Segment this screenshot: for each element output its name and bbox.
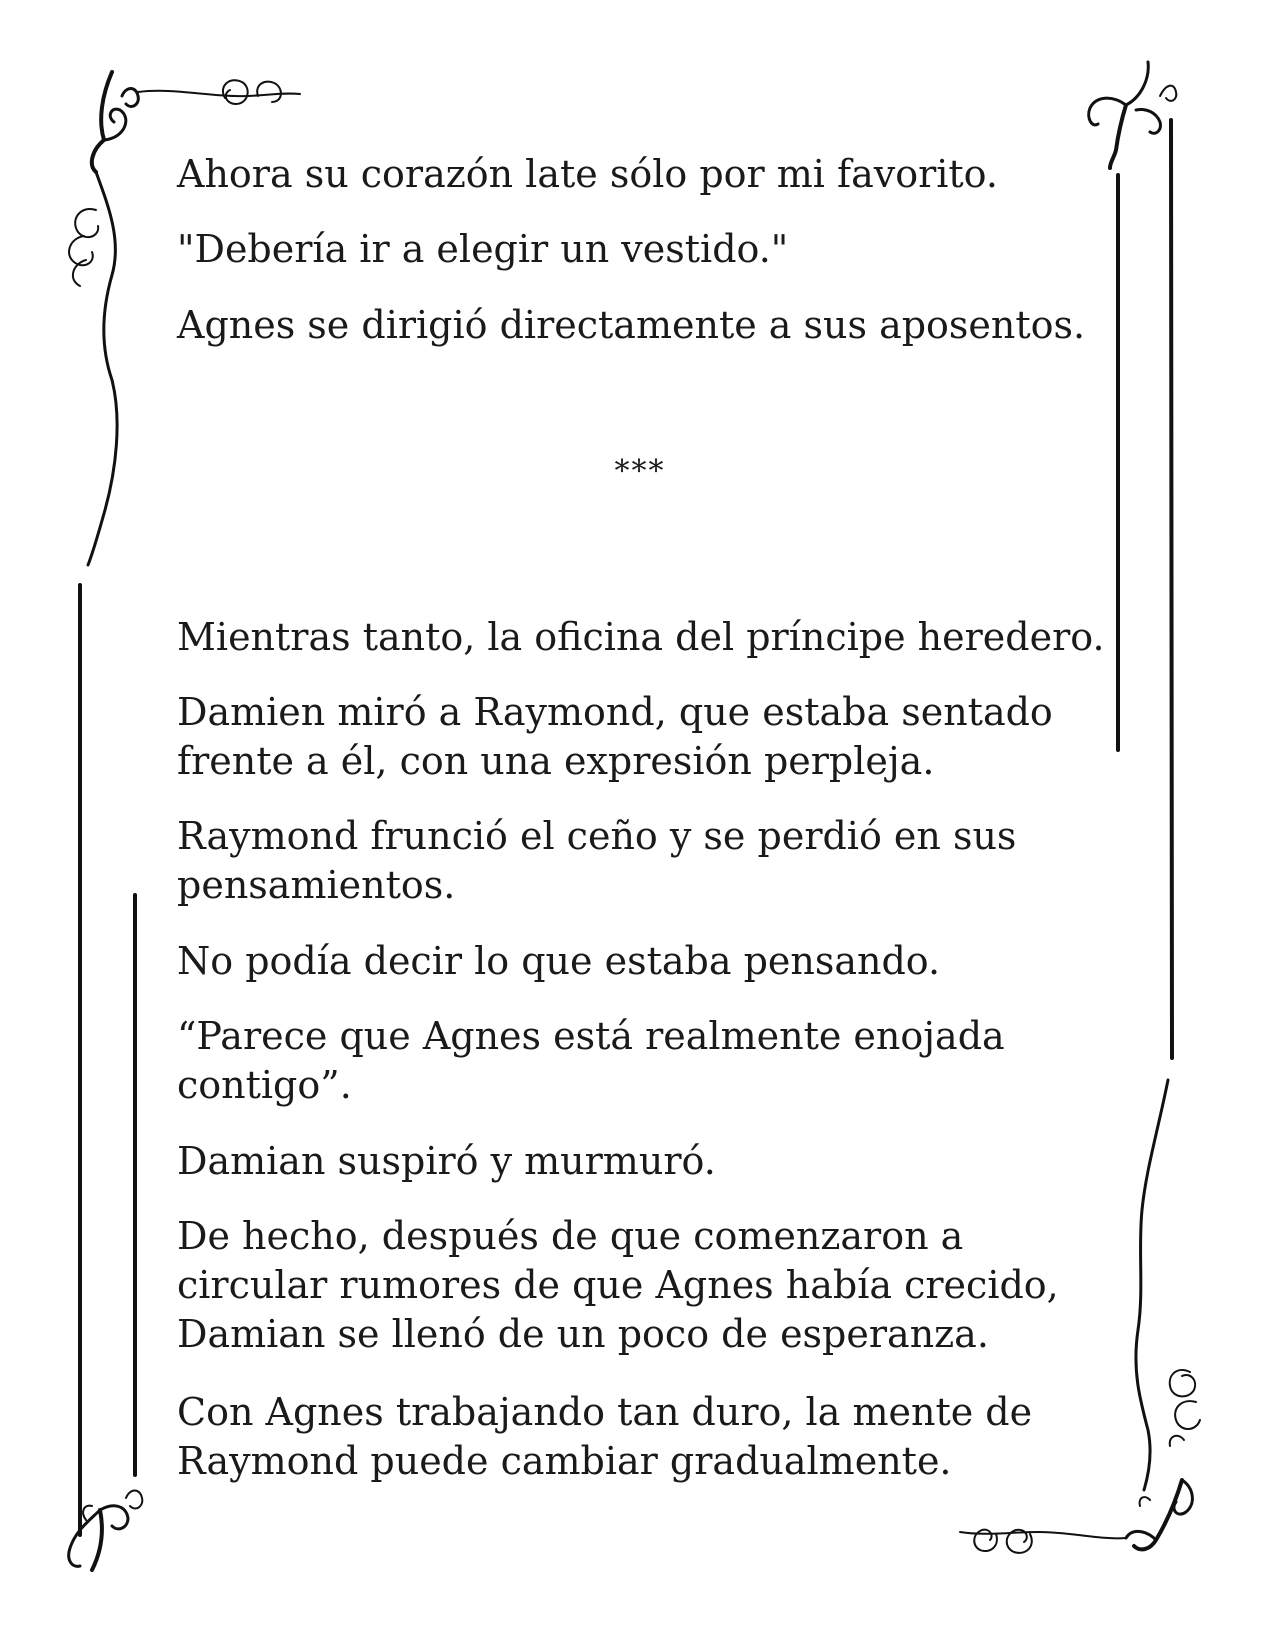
paragraph-4 xyxy=(177,613,1117,662)
paragraph-line: Damian suspiró y murmuró. xyxy=(177,1139,716,1183)
paragraph-line: De hecho, después de que comenzaron a xyxy=(177,1214,964,1258)
paragraph-line: No podía decir lo que estaba pensando. xyxy=(177,939,941,983)
paragraph-3 xyxy=(177,301,1117,350)
scene-separator: *** xyxy=(614,454,666,489)
paragraph-line: pensamientos. xyxy=(177,863,456,907)
paragraph-8 xyxy=(177,1012,1117,1110)
paragraph-11 xyxy=(177,1388,1117,1486)
paragraph-line: Ahora su corazón late sólo por mi favorito. xyxy=(177,152,998,196)
paragraph-line: circular rumores de que Agnes había crecido, xyxy=(177,1263,1059,1307)
paragraph-line: "Debería ir a elegir un vestido." xyxy=(177,227,789,271)
paragraph-6 xyxy=(177,812,1117,910)
paragraph-line: Con Agnes trabajando tan duro, la mente de xyxy=(177,1390,1033,1434)
paragraph-line: Raymond puede cambiar gradualmente. xyxy=(177,1439,952,1483)
paragraph-10 xyxy=(177,1212,1117,1359)
paragraph-line: Mientras tanto, la oficina del príncipe heredero. xyxy=(177,615,1105,659)
paragraph-line: frente a él, con una expresión perpleja. xyxy=(177,739,935,783)
paragraph-1 xyxy=(177,150,1117,199)
paragraph-9 xyxy=(177,1137,1117,1186)
paragraph-2 xyxy=(177,225,1117,274)
paragraph-line: Agnes se dirigió directamente a sus aposentos. xyxy=(177,303,1086,347)
paragraph-line: Raymond frunció el ceño y se perdió en sus xyxy=(177,814,1017,858)
paragraph-line: “Parece que Agnes está realmente enojada xyxy=(177,1014,1005,1058)
paragraph-7 xyxy=(177,937,1117,986)
paragraph-line: Damien miró a Raymond, que estaba sentado xyxy=(177,690,1053,734)
paragraph-line: Damian se llenó de un poco de esperanza. xyxy=(177,1312,989,1356)
paragraph-line: contigo”. xyxy=(177,1063,352,1107)
paragraph-5 xyxy=(177,688,1117,786)
